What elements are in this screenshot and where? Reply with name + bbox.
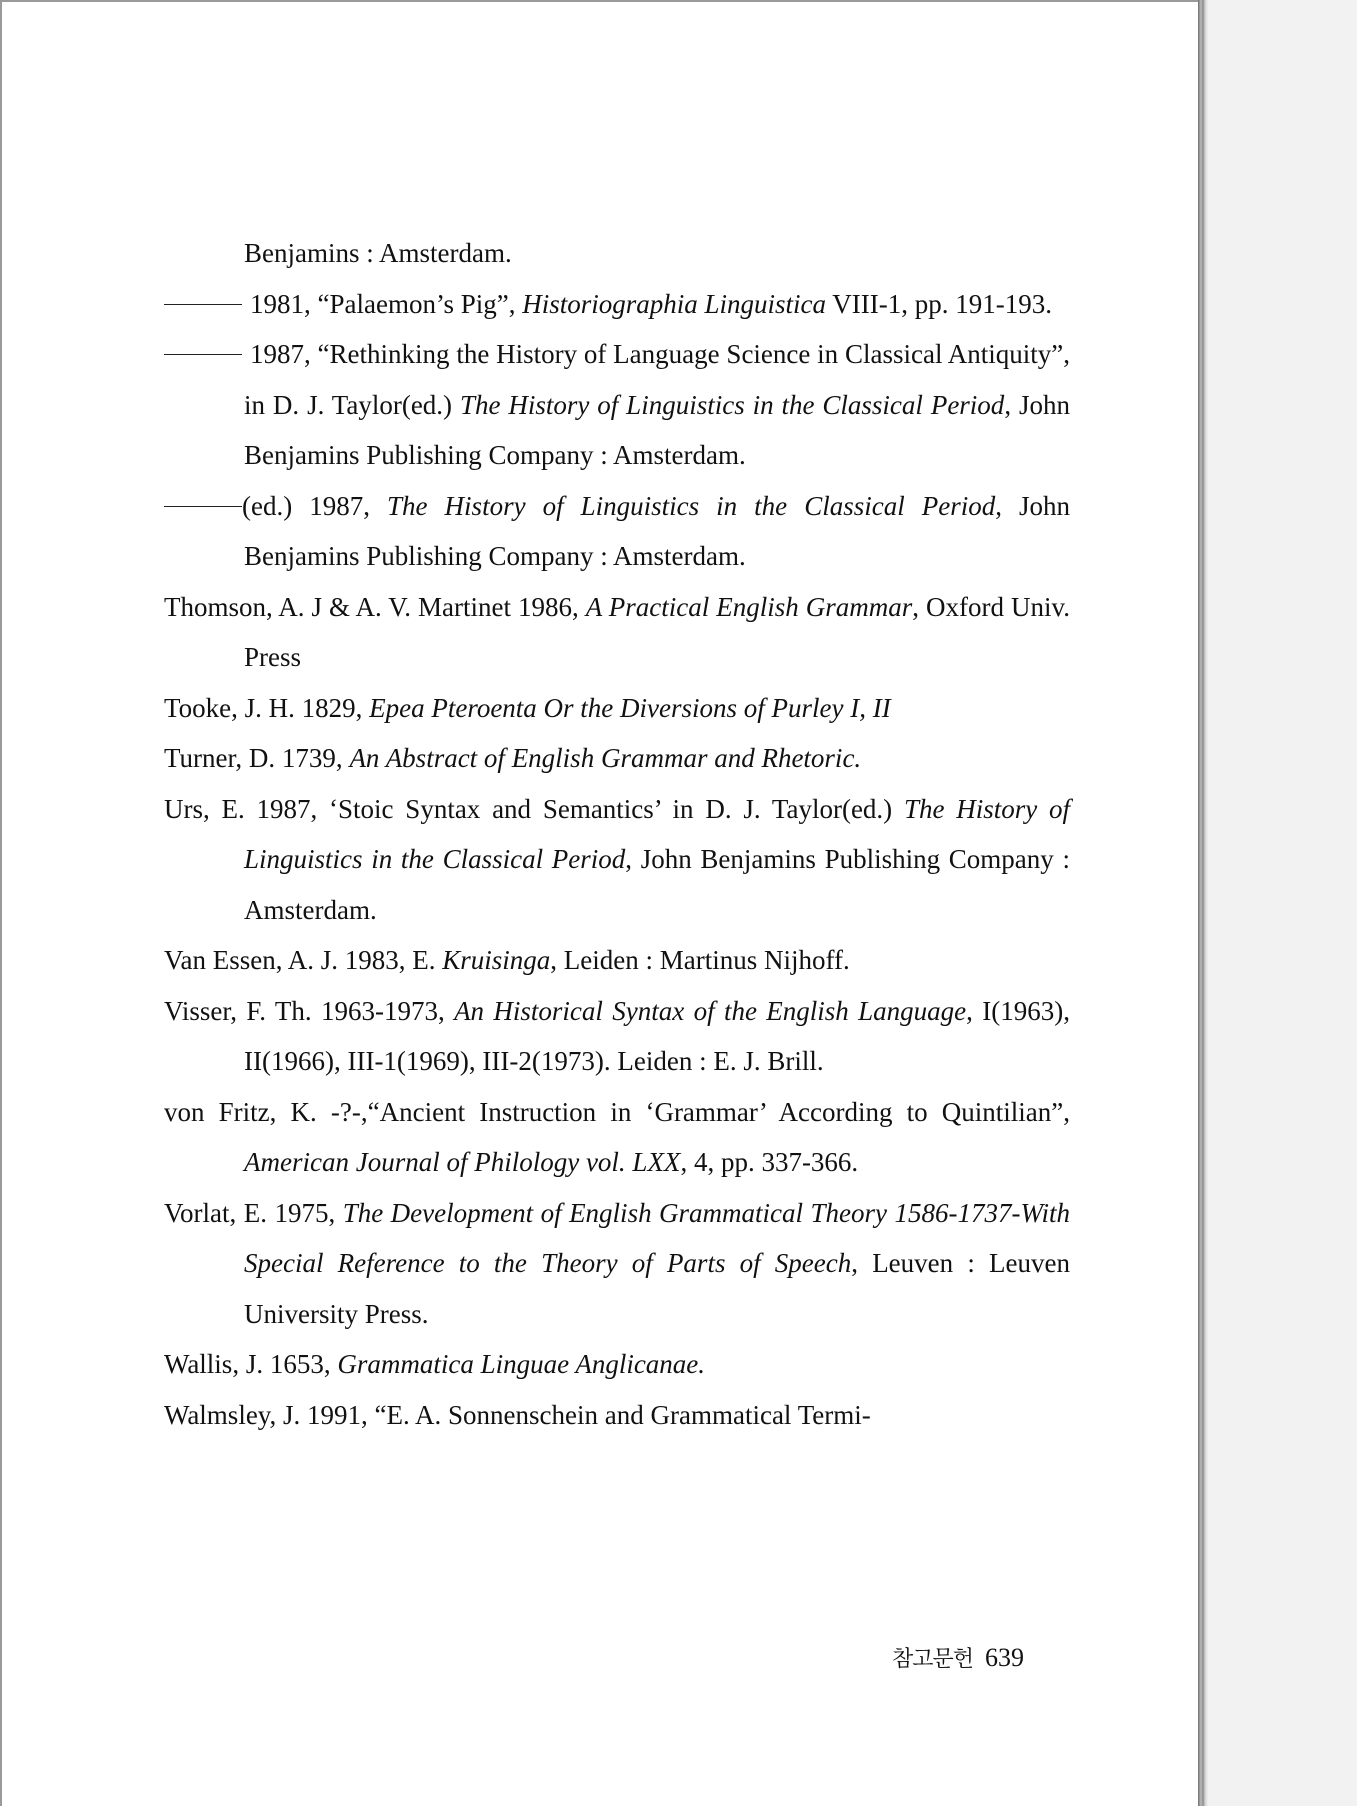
reference-list (164, 228, 1070, 1440)
reference-entry (164, 1390, 1070, 1441)
reference-text: (ed.) 1987, (242, 490, 388, 521)
repeat-author-dash (164, 506, 242, 507)
reference-title: Epea Pteroenta Or the Diversions of Purley I, II (369, 692, 891, 723)
reference-entry (164, 1087, 1070, 1188)
reference-title: Grammatica Linguae Anglicanae. (337, 1349, 706, 1379)
reference-text: 1987, “Rethinking the History of Language Science in Classical Antiquity”, in D. J. Taylor(ed.) (244, 339, 1070, 420)
reference-entry (164, 1339, 1070, 1390)
reference-entry (164, 683, 1070, 734)
reference-entry (164, 784, 1070, 936)
reference-text: Turner, D. 1739, (164, 743, 350, 773)
reference-text: Thomson, A. J & A. V. Martinet 1986, (164, 591, 586, 622)
reference-details: , Oxford Univ. Press (244, 591, 1071, 672)
section-title: 참고문헌 (892, 1647, 974, 1672)
reference-title: An Historical Syntax of the English Language (454, 995, 967, 1026)
reference-title: A Practical English Grammar (585, 591, 913, 622)
repeat-author-dash (164, 304, 242, 305)
reference-title: An Abstract of English Grammar and Rhetoric. (349, 743, 862, 773)
page-footer (892, 1642, 1024, 1673)
reference-title: The History of Linguistics in the Classical Period (244, 793, 1070, 874)
reference-text: Wallis, J. 1653, (164, 1349, 338, 1379)
reference-text: Walmsley, J. 1991, “E. A. Sonnenschein and Grammatical Termi- (164, 1399, 871, 1430)
reference-title: American Journal of Philology vol. LXX (244, 1147, 681, 1177)
reference-text: von Fritz, K. -?-,“Ancient Instruction in ‘Grammar’ According to Quintilian”, (164, 1096, 1070, 1127)
reference-text: 1981, “Palaemon’s Pig”, (250, 288, 523, 319)
reference-title: The Development of English Grammatical Theory 1586-1737-With Special Reference to the Theory of Parts of Speech (244, 1197, 1070, 1278)
reference-entry (164, 935, 1070, 986)
reference-details: , Leiden : Martinus Nijhoff. (550, 945, 850, 975)
reference-title: Kruisinga (442, 945, 551, 975)
reference-continuation: Benjamins : Amsterdam. (244, 238, 512, 268)
page-edge-shadow (1198, 0, 1208, 1806)
reference-text: Vorlat, E. 1975, (164, 1197, 343, 1228)
reference-text: Tooke, J. H. 1829, (164, 692, 370, 723)
reference-entry (164, 1188, 1070, 1340)
reference-entry (164, 986, 1070, 1087)
reference-details: , John Benjamins Publishing Company : Amsterdam. (244, 490, 1071, 571)
page-number: 639 (985, 1643, 1025, 1672)
reference-details: , John Benjamins Publishing Company : Amsterdam. (244, 844, 1070, 925)
reference-text: Visser, F. Th. 1963-1973, (164, 995, 455, 1026)
reference-text: Urs, E. 1987, ‘Stoic Syntax and Semantics’ in D. J. Taylor(ed.) (164, 793, 904, 824)
reference-text: Van Essen, A. J. 1983, E. (164, 945, 443, 975)
reference-details: , I(1963), II(1966), III-1(1969), III-2(1973). Leiden : E. J. Brill. (244, 995, 1070, 1076)
reference-details: , John Benjamins Publishing Company : Amsterdam. (244, 389, 1070, 470)
reference-title: The History of Linguistics in the Classical Period (459, 389, 1005, 420)
reference-entries (164, 279, 1070, 1441)
reference-entry (164, 279, 1070, 330)
reference-title: Historiographia Linguistica (522, 288, 827, 319)
reference-details: VIII-1, pp. 191-193. (826, 288, 1052, 319)
repeat-author-dash (164, 354, 242, 355)
reference-entry (164, 329, 1070, 481)
reference-entry (164, 481, 1070, 582)
reference-entry (164, 582, 1070, 683)
reference-entry (164, 733, 1070, 784)
reference-details: , 4, pp. 337-366. (680, 1147, 859, 1177)
reference-title: The History of Linguistics in the Classical Period (387, 490, 996, 521)
reference-details: , Leuven : Leuven University Press. (244, 1248, 1070, 1329)
